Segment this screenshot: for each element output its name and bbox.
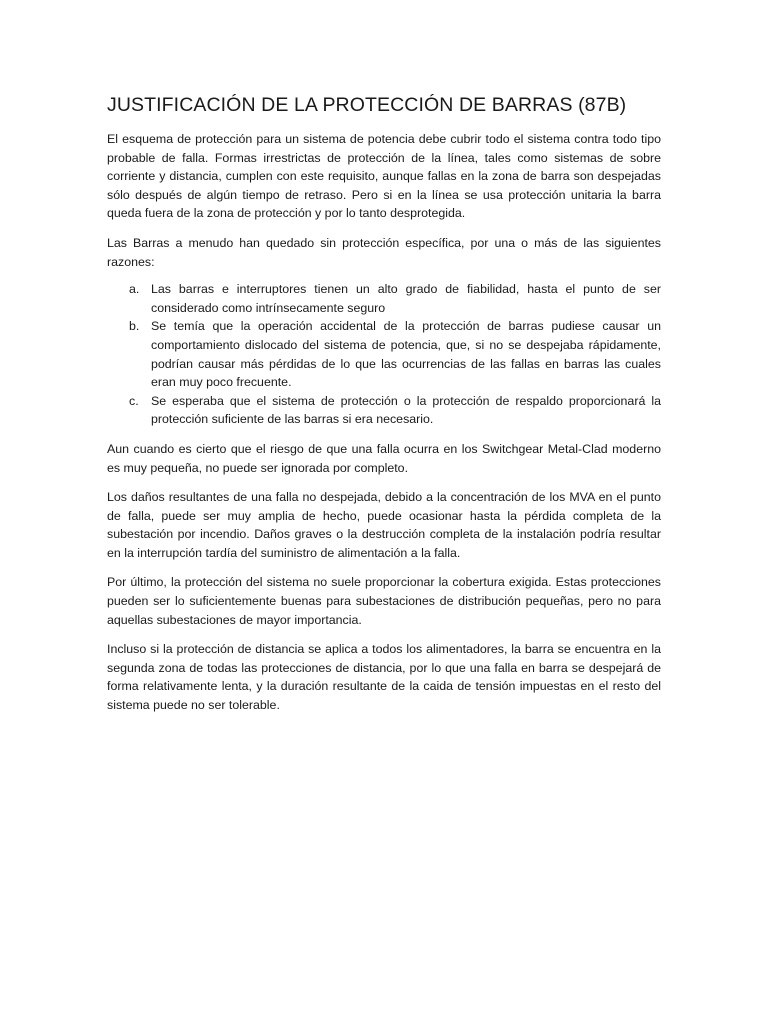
list-item-marker: c. <box>129 393 139 408</box>
list-item-marker: b. <box>129 319 140 334</box>
document-page <box>107 92 661 726</box>
intro-paragraph: El esquema de protección para un sistema de potencia debe cubrir todo el sistema contra todo tipo probable de falla. Formas irrestrictas de protección de la línea, tales como sistemas de sobre corriente y distancia, cumplen con este requisito, aunque fallas en la zona de barra son despejadas sólo después de algún tiempo de retraso. Pero si en la línea se usa protección unitaria la barra queda fuera de la zona de protección y por lo tanto desprotegida. <box>107 132 661 221</box>
list-item-text: Se esperaba que el sistema de protección o la protección de respaldo proporcionará la protección suficiente de las barras si era necesario. <box>151 393 661 427</box>
list-item <box>129 280 661 317</box>
list-item <box>129 392 661 429</box>
list-item-text: Se temía que la operación accidental de la protección de barras pudiese causar un comportamiento dislocado del sistema de potencia, que, si no se despejaba rápidamente, podrían causar más pérdidas de lo que las ocurrencias de las fallas en barras las cuales eran muy poco frecuente. <box>151 319 661 390</box>
reasons-list <box>107 280 661 429</box>
document-title: JUSTIFICACIÓN DE LA PROTECCIÓN DE BARRAS (87B) <box>107 94 627 116</box>
list-item-text: Las barras e interruptores tienen un alto grado de fiabilidad, hasta el punto de ser considerado como intrínsecamente seguro <box>151 282 661 315</box>
risk-paragraph: Aun cuando es cierto que el riesgo de que una falla ocurra en los Switchgear Metal-Clad moderno es muy pequeña, no puede ser ignorada por completo. <box>107 441 661 475</box>
coverage-paragraph: Por último, la protección del sistema no suele proporcionar la cobertura exigida. Estas protecciones pueden ser lo suficientemente buenas para subestaciones de distribución pequeñas, pero no para aquellas subestaciones de mayor importancia. <box>107 575 661 627</box>
list-item <box>129 317 661 391</box>
distance-protection-paragraph: Incluso si la protección de distancia se aplica a todos los alimentadores, la barra se encuentra en la segunda zona de todas las protecciones de distancia, por lo que una falla en barra se despejará de forma relativamente lenta, y la duración resultante de la caida de tensión impuestas en el resto del sistema puede no ser tolerable. <box>107 642 661 713</box>
damage-paragraph: Los daños resultantes de una falla no despejada, debido a la concentración de los MVA en el punto de falla, puede ser muy amplia de hecho, puede ocasionar hasta la pérdida completa de la subestación por incendio. Daños graves o la destrucción completa de la instalación podría resultar en la interrupción tardía del suministro de alimentación a la falla. <box>107 490 661 560</box>
reasons-intro-paragraph: Las Barras a menudo han quedado sin protección específica, por una o más de las siguientes razones: <box>107 235 661 269</box>
list-item-marker: a. <box>129 282 140 297</box>
